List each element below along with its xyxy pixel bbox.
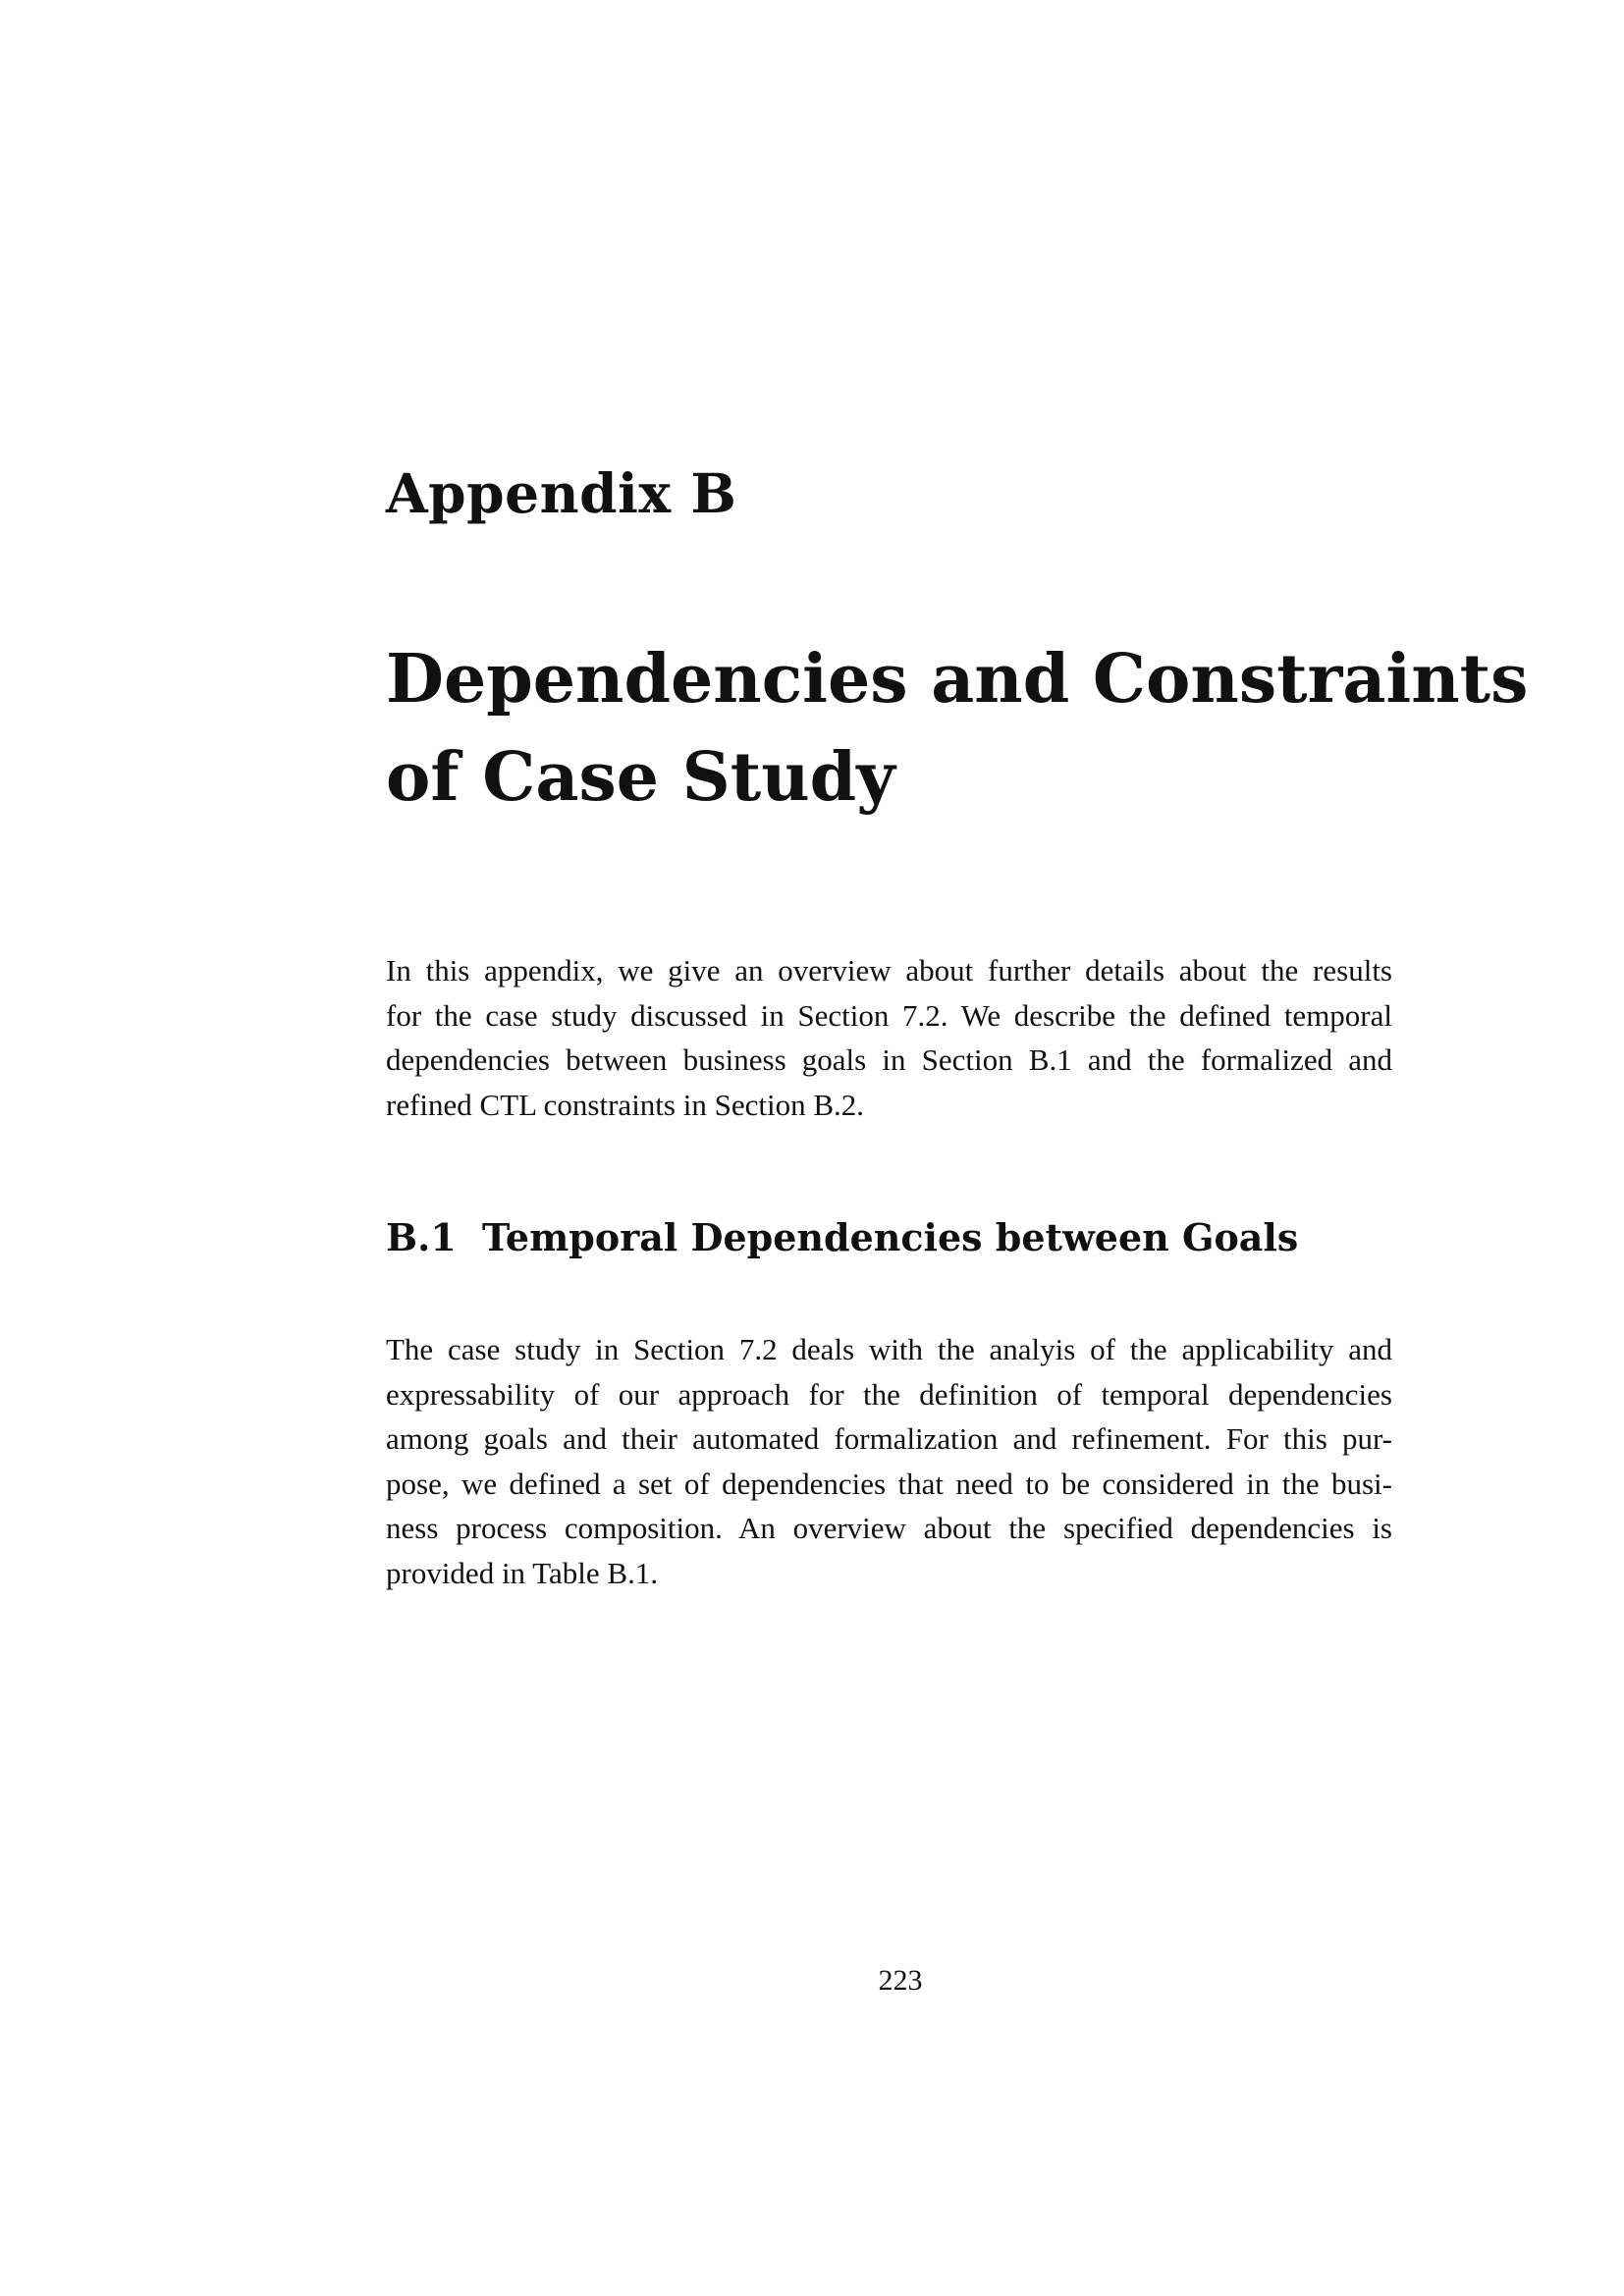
paragraph-line: In this appendix, we give an overview about further details about the results [386, 953, 1392, 988]
paragraph-line: provided in Table B.1. [386, 1555, 659, 1590]
paragraph-line: dependencies between business goals in Section B.1 and the formalized and [386, 1042, 1392, 1077]
paragraph-line: expressability of our approach for the definition of temporal dependencies [386, 1376, 1392, 1412]
paragraph-line: for the case study discussed in Section 7.2. We describe the defined temporal [386, 997, 1392, 1033]
appendix-label: Appendix B [386, 461, 737, 525]
chapter-title-line: Dependencies and Constraints [386, 640, 1529, 719]
paragraph-line: ness process composition. An overview about the specified dependencies is [386, 1511, 1392, 1545]
section-number: B.1 [386, 1215, 457, 1259]
intro-paragraph [386, 948, 1392, 1127]
paragraph-line: pose, we defined a set of dependencies that need to be considered in the busi- [386, 1466, 1392, 1501]
chapter-title [386, 630, 1529, 827]
paragraph-line: The case study in Section 7.2 deals with the analyis of the applicability and [386, 1332, 1392, 1366]
page-number: 223 [878, 1964, 923, 1997]
section-title: Temporal Dependencies between Goals [482, 1215, 1299, 1259]
paragraph-line: refined CTL constraints in Section B.2. [386, 1087, 865, 1122]
section-paragraph [386, 1327, 1392, 1595]
chapter-title-line: of Case Study [386, 738, 895, 817]
section-heading [386, 1213, 1392, 1262]
paragraph-line: among goals and their automated formalization and refinement. For this pur- [386, 1421, 1392, 1456]
